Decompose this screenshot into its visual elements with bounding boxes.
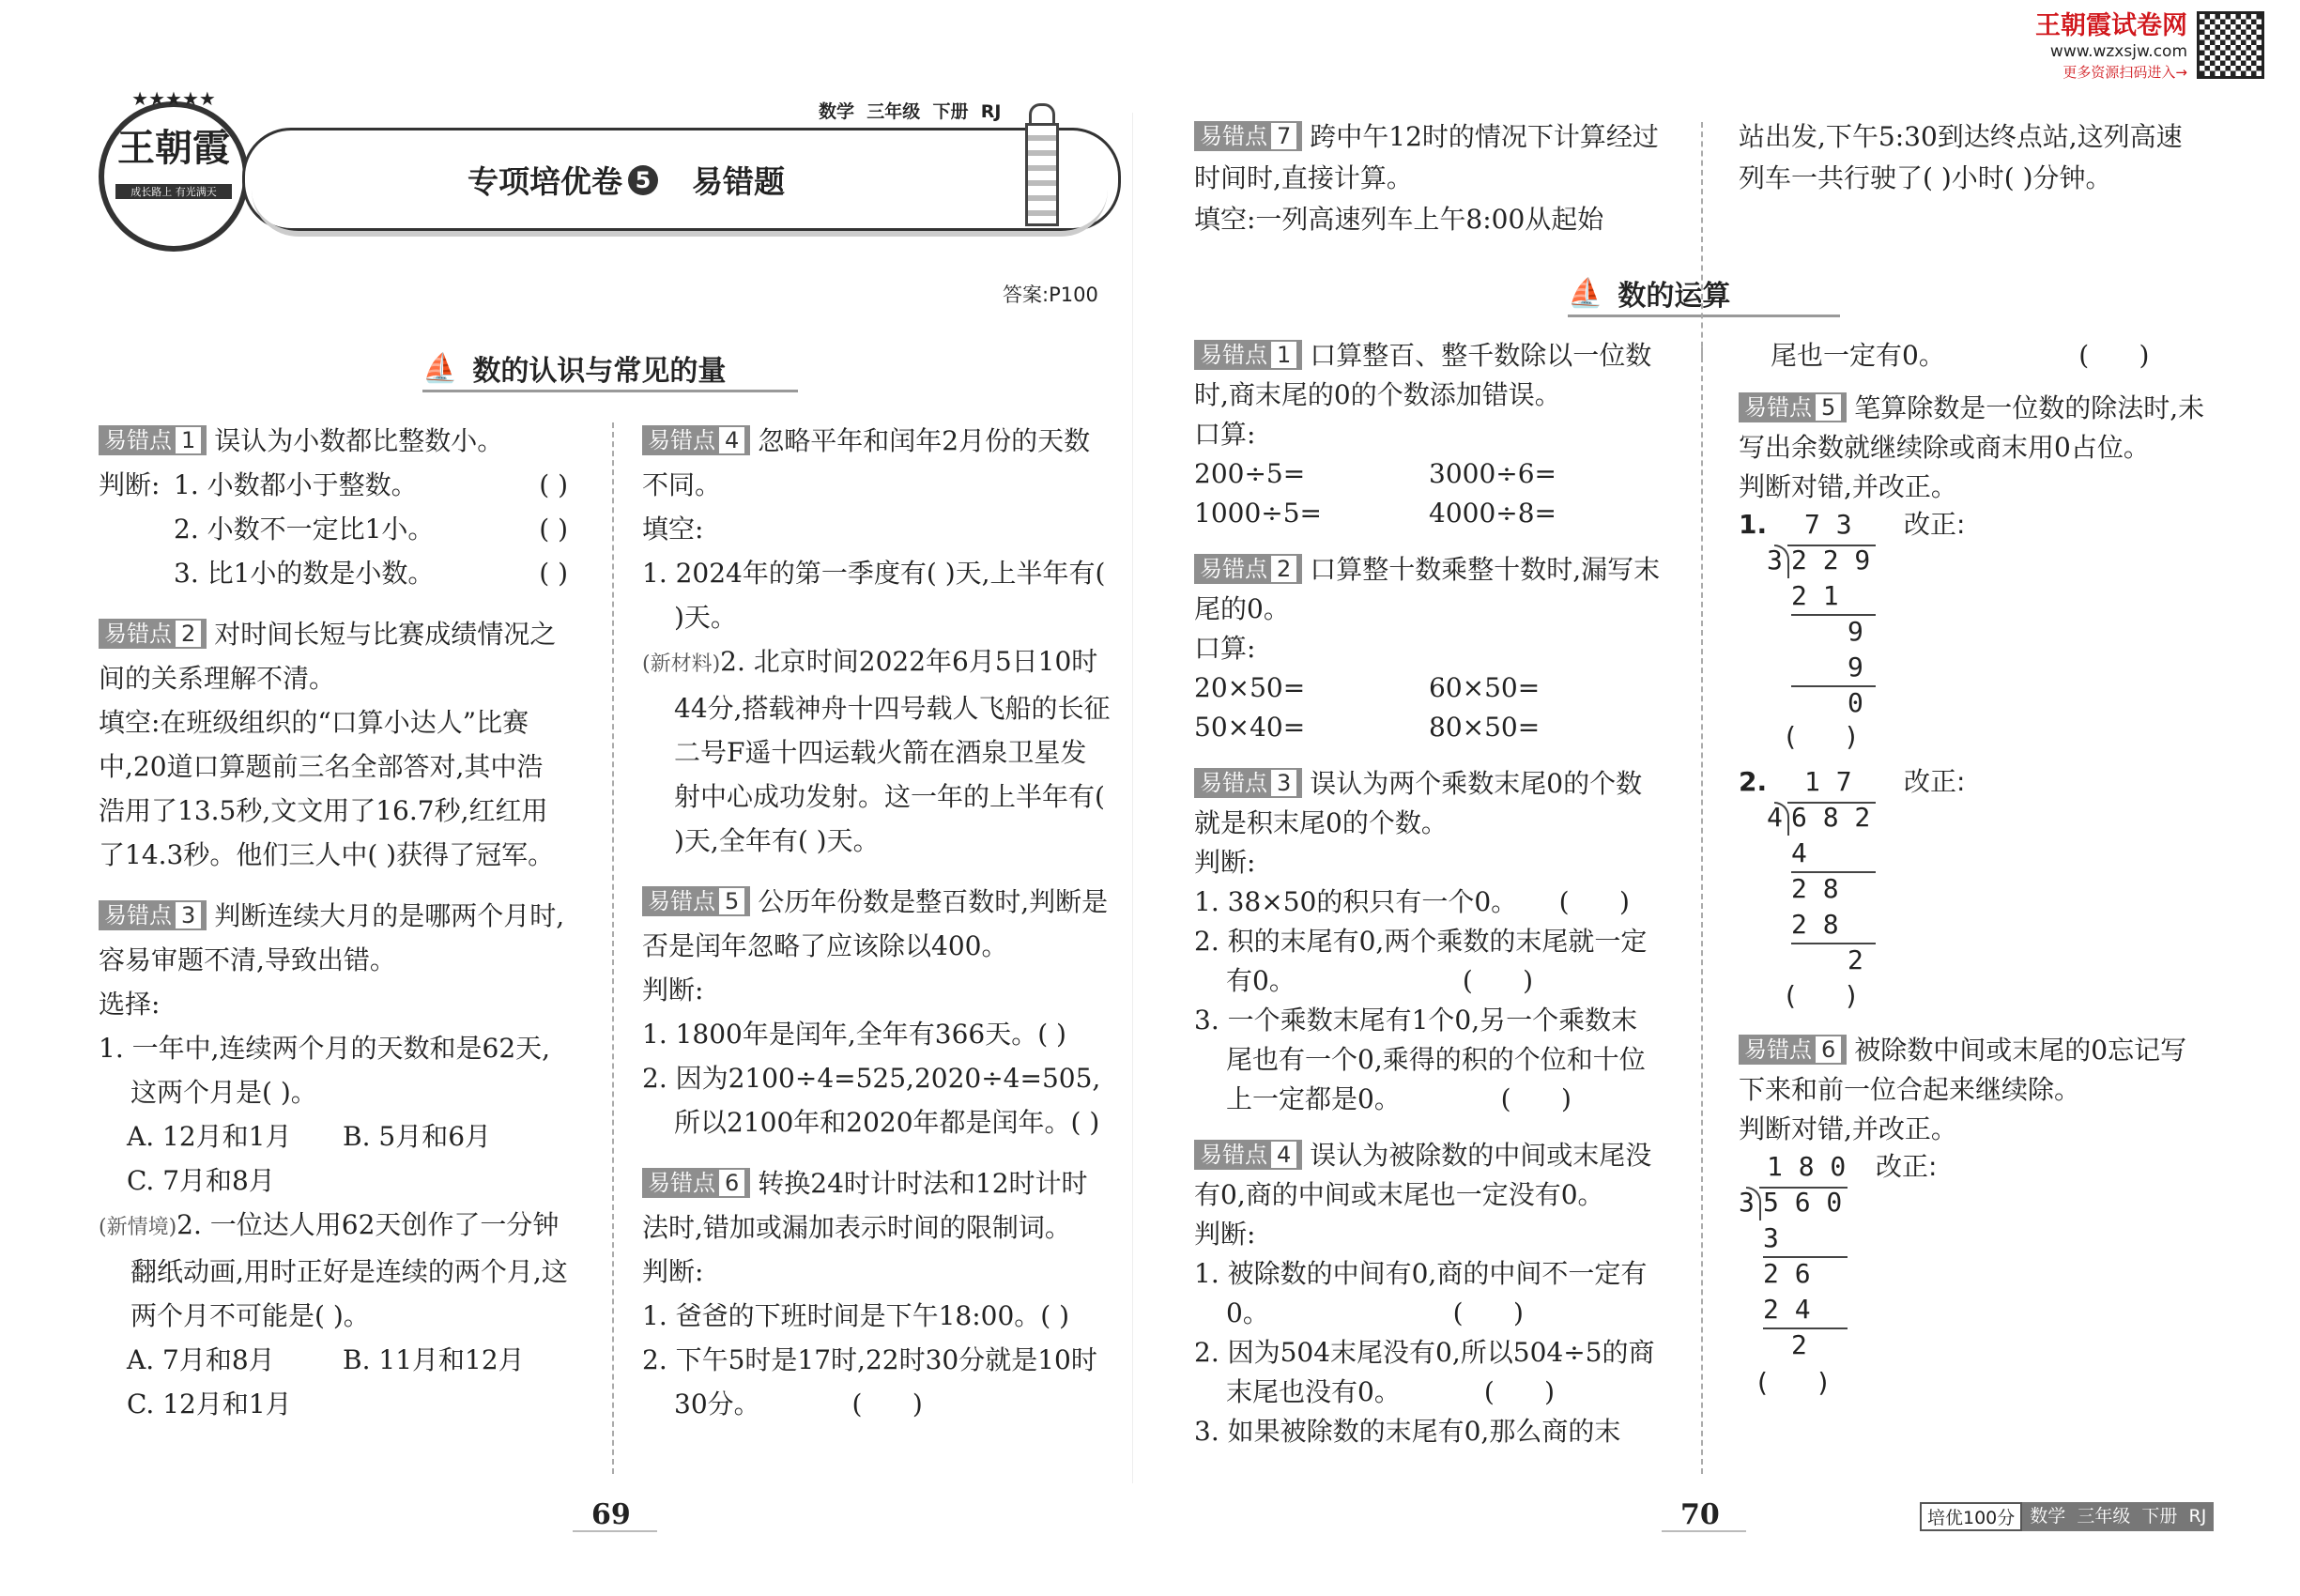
answer-blank[interactable]: ( )	[539, 514, 568, 545]
new-context-tag: (新情境)	[99, 1216, 177, 1239]
calc-point-4: 易错点 4 误认为被除数的中间或末尾没有0,商的中间或末尾也一定没有0。 判断: 1. 被除数的中间有0,商的中间不一定有0。 ( ) 2. 因为504末尾没有0,所以504÷5的商末尾也没有0。 ( ) 3. 如果被除数的末尾有0,那么商的末	[1194, 1136, 1664, 1451]
brand-slogan: 更多资源扫码进入→	[2062, 64, 2187, 81]
new-material-tag: (新材料)	[642, 652, 721, 676]
option-c[interactable]: C. 7月和8月	[127, 1165, 275, 1196]
tag-badge: 易错点 3	[99, 900, 207, 930]
judge-question: 3. 如果被除数的末尾有0,那么商的末	[1194, 1416, 1621, 1447]
page-number-right: 70	[1680, 1498, 1720, 1531]
error-point-4: 易错点 4 忽略平年和闰年2月份的天数不同。 填空: 1. 2024年的第一季度有( )天,上半年有( )天。 (新材料)2. 北京时间2022年6月5日10时44分,搭载神舟十四号载人飞船的长征二号F遥十四运载火箭在酒泉卫星发射中心成功发射。这一年的上半年有( )天,全年有( )天。	[642, 425, 1111, 856]
page-ornament	[1662, 1530, 1746, 1532]
calc-item[interactable]: 200÷5=	[1194, 458, 1306, 489]
title-sub: 易错题	[692, 163, 785, 200]
judge-question: 1. 爸爸的下班时间是下午18:00。( )	[642, 1300, 1070, 1331]
judge-question: 2. 因为2100÷4=525,2020÷4=505,所以2100年和2020年都是闰年。( )	[642, 1063, 1101, 1138]
series-name: 培优100分	[1920, 1502, 2022, 1531]
title-number: 5	[628, 165, 658, 195]
calc-item[interactable]: 80×50=	[1429, 712, 1541, 743]
brand-url[interactable]: www.wzxsjw.com	[2049, 42, 2187, 61]
series-footer	[1920, 1502, 2214, 1531]
column-divider	[1701, 347, 1703, 1474]
fix-label: 改正:	[1904, 766, 1966, 797]
error-point-7: 易错点 7 跨中午12时的情况下计算经过时间时,直接计算。 填空:一列高速列车上午8:00从起始	[1194, 116, 1664, 240]
tag-badge: 易错点 3	[1194, 768, 1302, 798]
tag-badge: 易错点 7	[1194, 121, 1302, 151]
left-column	[99, 419, 568, 1443]
answer-blank[interactable]: ( )	[1786, 980, 1857, 1011]
brand-name: 王朝霞试卷网	[2035, 11, 2187, 40]
logo-badge	[99, 87, 249, 252]
long-division-2: 2. 1 7 改正: 4 6 8 2 4 2 8 2 8 2 ( )	[1739, 764, 2208, 1025]
judge-question: 2. 因为504末尾没有0,所以504÷5的商末尾也没有0。 ( )	[1194, 1337, 1655, 1407]
lighthouse-icon	[1021, 103, 1063, 227]
error-point-1: 易错点 1 误认为小数都比整数小。 判断: 1. 小数都小于整数。 ( ) 2. 小数不一定比1小。 ( ) 3. 比1小的数是小数。 ( )	[99, 419, 568, 595]
answer-blank[interactable]: ( )	[1757, 1367, 1829, 1398]
option-b[interactable]: B. 5月和6月	[343, 1121, 492, 1152]
error-point-6: 易错点 6 转换24时计时法和12时计时法时,错加或漏加表示时间的限制词。 判断: 1. 爸爸的下班时间是下午18:00。( ) 2. 下午5时是17时,22时30分就是10时30分。 ( )	[642, 1161, 1112, 1426]
spine-divider	[1132, 113, 1133, 1483]
tag-badge: 易错点 5	[1739, 392, 1847, 422]
series-info: 数学 三年级 下册 RJ	[2022, 1502, 2214, 1531]
calc-point-1: 易错点 1 口算整百、整千数除以一位数时,商末尾的0的个数添加错误。 口算: 200÷5= 3000÷6= 1000÷5= 4000÷8=	[1194, 336, 1664, 533]
choice-question: 1. 一年中,连续两个月的天数和是62天,这两个月是( )。	[99, 1033, 551, 1108]
tag-badge: 易错点 6	[1739, 1035, 1847, 1065]
sailboat-icon: ⛵	[1568, 276, 1603, 310]
judge-question-cont: 尾也一定有0。 ( )	[1771, 340, 2150, 371]
choice-question: 2. 一位达人用62天创作了一分钟翻纸动画,用时正好是连续的两个月,这两个月不可能是( )。	[130, 1209, 568, 1331]
column-divider	[1701, 122, 1703, 357]
error-point-5: 易错点 5 公历年份数是整百数时,判断是否是闰年忽略了应该除以400。 判断: 1. 1800年是闰年,全年有366天。( ) 2. 因为2100÷4=525,2020÷4=505,所以2100年和2020年都是闰年。( )	[642, 880, 1112, 1144]
brand-block	[2000, 11, 2187, 82]
long-division-3: 1 8 0 改正: 3 5 6 0 3 2 6 2 4 2 ( )	[1739, 1149, 2208, 1393]
right-column-a-ops	[1194, 336, 1664, 1468]
fix-label: 改正:	[1876, 1151, 1938, 1182]
section-title-text: 数的运算	[1618, 280, 1731, 313]
logo-motto: 成长路上 有光满天	[115, 184, 232, 199]
judge-question: 1. 38×50的积只有一个0。 ( )	[1194, 886, 1630, 917]
option-a[interactable]: A. 7月和8月	[127, 1344, 275, 1375]
fill-question: 2. 北京时间2022年6月5日10时44分,搭载神舟十四号载人飞船的长征二号F遥十四运载火箭在酒泉卫星发射中心成功发射。这一年的上半年有( )天,全年有( )天。	[674, 646, 1111, 856]
error-point-3: 易错点 3 判断连续大月的是哪两个月时,容易审题不清,导致出错。 选择: 1. 一年中,连续两个月的天数和是62天,这两个月是( )。 A. 12月和1月 B. 5月和6月 C. 7月和8月 (新情境)2. 一位达人用62天创作了一分钟翻纸动画,用时正好是连续的两个月,这两个月不可能是( )。 A. 7月和8月 B. 11月和12月 C. 12月和1月	[99, 894, 568, 1426]
page-title	[468, 158, 785, 202]
calc-point-5: 易错点 5 笔算除数是一位数的除法时,未写出余数就继续除或商末用0占位。 判断对错,并改正。 1. 7 3 改正: 3 2 2 9 2 1 9 9 0 ( ) 2. 1 7 改正: 4 6 8 2 4 2 8 2 8 2 ( )	[1739, 389, 2208, 1025]
answer-blank[interactable]: ( )	[1786, 721, 1857, 752]
judge-question: 2. 积的末尾有0,两个乘数的末尾就一定有0。 ( )	[1194, 926, 1648, 996]
answer-blank[interactable]: ( )	[539, 558, 568, 589]
calc-item[interactable]: 20×50=	[1194, 672, 1306, 703]
middle-column	[642, 419, 1112, 1443]
right-column-a	[1194, 116, 1664, 257]
judge-lead: 判断:	[99, 469, 161, 500]
error-point-2: 易错点 2 对时间长短与比赛成绩情况之间的关系理解不清。 填空:在班级组织的“口算小达人”比赛中,20道口算题前三名全部答对,其中浩浩用了13.5秒,文文用了16.7秒,红红用了14.3秒。他们三人中( )获得了冠军。	[99, 612, 568, 877]
logo-text: 王朝霞	[117, 126, 230, 170]
star-icon: ★★★★★	[131, 87, 216, 110]
calc-item[interactable]: 4000÷8=	[1429, 498, 1556, 529]
option-a[interactable]: A. 12月和1月	[127, 1121, 292, 1152]
calc-item[interactable]: 60×50=	[1429, 672, 1541, 703]
right-column-b	[1739, 116, 2208, 199]
calc-item[interactable]: 50×40=	[1194, 712, 1306, 743]
subject-line: 数学 三年级 下册 RJ	[819, 101, 1002, 122]
calc-point-3: 易错点 3 误认为两个乘数末尾0的个数就是积末尾0的个数。 判断: 1. 38×50的积只有一个0。 ( ) 2. 积的末尾有0,两个乘数的末尾就一定有0。 ( ) 3. 一个乘数末尾有1个0,另一个乘数末尾也有一个0,乘得的积的个位和十位上一定都是0。 ( )	[1194, 764, 1664, 1119]
section-title-numbers	[422, 342, 798, 394]
tag-badge: 易错点 2	[1194, 554, 1302, 584]
long-division-1: 1. 7 3 改正: 3 2 2 9 2 1 9 9 0 ( )	[1739, 507, 2208, 744]
tag-badge: 易错点 4	[642, 425, 750, 455]
tag-badge: 易错点 6	[642, 1168, 750, 1198]
fill-question: 填空:一列高速列车上午8:00从起始	[1194, 204, 1604, 235]
fill-question: 1. 2024年的第一季度有( )天,上半年有( )天。	[642, 558, 1106, 633]
column-divider	[612, 422, 614, 1474]
judge-question: 2. 下午5时是17时,22时30分就是10时30分。 ( )	[642, 1344, 1097, 1420]
tag-badge: 易错点 5	[642, 886, 750, 916]
option-c[interactable]: C. 12月和1月	[127, 1389, 292, 1420]
right-column-b-ops	[1739, 336, 2208, 1398]
tag-badge: 易错点 1	[1194, 340, 1302, 370]
calc-point-2: 易错点 2 口算整十数乘整十数时,漏写末尾的0。 口算: 20×50= 60×50= 50×40= 80×50=	[1194, 550, 1664, 747]
page-number-left: 69	[591, 1498, 631, 1531]
fill-question-cont: 站出发,下午5:30到达终点站,这列高速列车一共行驶了( )小时( )分钟。	[1739, 121, 2183, 193]
judge-question: 1. 被除数的中间有0,商的中间不一定有0。 ( )	[1194, 1258, 1648, 1328]
tag-badge: 易错点 2	[99, 619, 207, 649]
section-title-text: 数的认识与常见的量	[472, 355, 727, 388]
answer-blank[interactable]: ( )	[539, 469, 568, 500]
calc-item[interactable]: 1000÷5=	[1194, 498, 1322, 529]
title-main: 专项培优卷	[468, 163, 622, 200]
tag-badge: 易错点 4	[1194, 1140, 1302, 1170]
tag-badge: 易错点 1	[99, 425, 207, 455]
fix-label: 改正:	[1904, 509, 1966, 540]
option-b[interactable]: B. 11月和12月	[343, 1344, 525, 1375]
answer-ref: 答案:P100	[1003, 284, 1098, 306]
judge-question: 1. 1800年是闰年,全年有366天。( )	[642, 1019, 1066, 1050]
fill-question: 填空:在班级组织的“口算小达人”比赛中,20道口算题前三名全部答对,其中浩浩用了13.5秒,文文用了16.7秒,红红用了14.3秒。他们三人中( )获得了冠军。	[99, 707, 555, 870]
page-ornament	[573, 1530, 657, 1532]
qr-code-icon[interactable]	[2197, 11, 2264, 79]
sailboat-icon: ⛵	[422, 351, 458, 385]
calc-item[interactable]: 3000÷6=	[1429, 458, 1556, 489]
judge-question: 3. 一个乘数末尾有1个0,另一个乘数末尾也有一个0,乘得的积的个位和十位上一定都是0。 ( )	[1194, 1005, 1646, 1114]
calc-point-6: 易错点 6 被除数中间或末尾的0忘记写下来和前一位合起来继续除。 判断对错,并改正。 1 8 0 改正: 3 5 6 0 3 2 6 2 4 2 ( )	[1739, 1031, 2208, 1393]
section-title-operations	[1568, 267, 1840, 319]
